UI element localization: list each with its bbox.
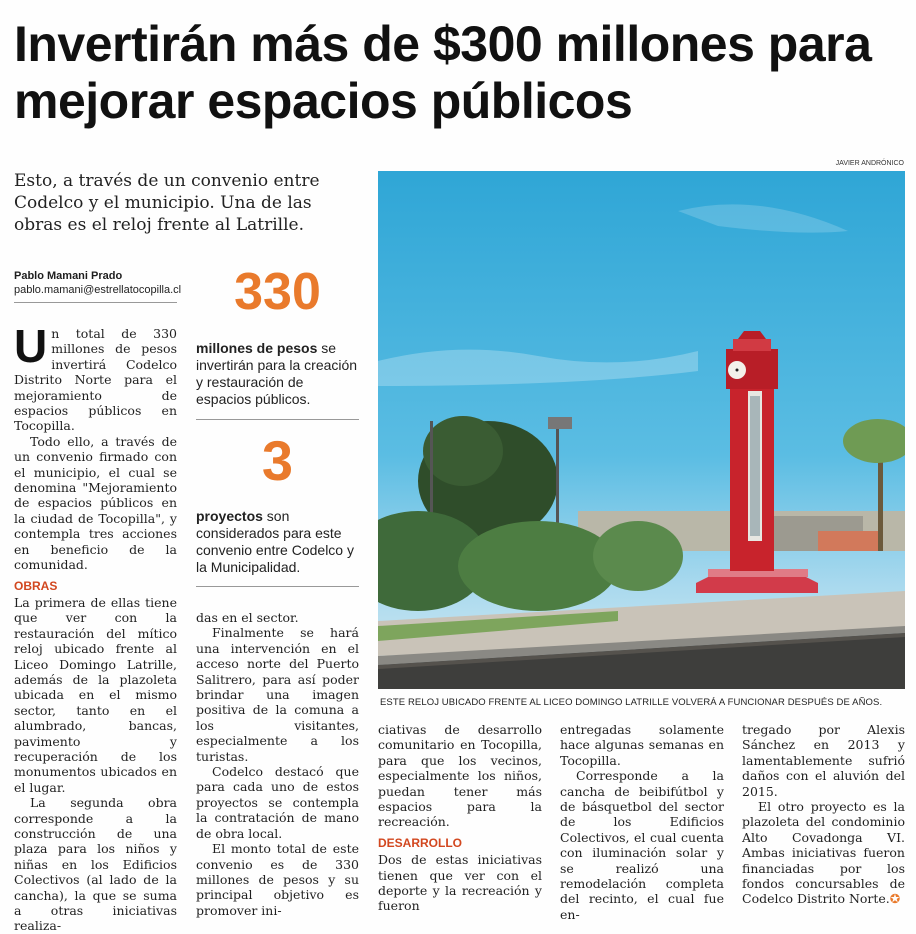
paragraph: das en el sector. [196, 610, 299, 625]
stat-divider [196, 419, 359, 420]
paragraph: Dos de estas iniciativas tienen que ver con el deporte y la recreación y fueron [378, 852, 542, 914]
article-column-1 [14, 320, 177, 934]
stat-text [196, 340, 359, 408]
paragraph: entregadas solamente hace algunas semanas en Tocopilla. [560, 722, 724, 768]
clock-tower-photo [378, 171, 905, 689]
byline-name: Pablo Mamani Prado [14, 270, 123, 282]
drop-cap: U [14, 320, 48, 372]
paragraph: La primera de ellas tiene que ver con la restauración del mítico reloj ubicado frente al Liceo Domingo Latrille, además de la plazoleta ubicada en el mismo sector, tanto en el alumbrado, bancas, pavimento y recuperación de los monumentos ubicados en el lugar. [14, 594, 177, 795]
stat-text [196, 508, 359, 576]
stat-divider [196, 586, 359, 587]
section-heading: OBRAS [14, 578, 58, 593]
paragraph: La segunda obra corresponde a la construcción de una plaza para los niños y niñas en los Edificios Colectivos (al lado de la cancha), la que se suma a otras iniciativas realiza- [14, 795, 177, 934]
stat-number: 3 [261, 429, 294, 492]
article-column-3 [378, 722, 542, 914]
article-column-2 [196, 610, 359, 918]
photo-caption: ESTE RELOJ UBICADO FRENTE AL LICEO DOMINGO LATRILLE VOLVERÁ A FUNCIONAR DESPUÉS DE AÑOS. [380, 697, 883, 708]
byline-email[interactable]: pablo.mamani@estrellatocopilla.cl [14, 284, 182, 296]
paragraph: ciativas de desarrollo comunitario en Tocopilla, para que los vecinos, especialmente los niños, puedan tener más espacios para la recreación. [378, 722, 542, 830]
paragraph: Finalmente se hará una intervención en el acceso norte del Puerto Salitrero, para así poder brindar una imagen positiva de la comuna a los visitantes, especialmente a los turistas. [196, 625, 359, 764]
paragraph: n total de 330 millones de pesos invertirá Codelco Distrito Norte para el mejoramiento de espacios públicos en Tocopilla. [14, 326, 177, 434]
stat-number: 330 [234, 263, 321, 321]
article-column-5 [742, 722, 905, 907]
paragraph: El monto total de este convenio es de 330 millones de pesos y su principal objetivo es promover ini- [196, 841, 359, 918]
byline-divider [14, 302, 177, 303]
star-icon: ✪ [889, 891, 901, 907]
stat-desc: se invertirán para la creación y restauración de espacios públicos. [196, 340, 358, 407]
headline: Invertirán más de $300 millones para mejorar espacios públicos [14, 16, 872, 129]
stat-desc: son considerados para este convenio entre Codelco y la Municipalidad. [196, 508, 354, 575]
paragraph: Todo ello, a través de un convenio firmado con el municipio, el cual se denomina "Mejoramiento de espacios públicos en la ciudad de Tocopilla", y contempla tres acciones en beneficio de la comunidad. [14, 433, 177, 573]
photo-credit: JAVIER ANDRÓNICO [835, 160, 904, 167]
paragraph: El otro proyecto es la plazoleta del condominio Alto Covadonga VI. Ambas iniciativas fueron financiadas por los fondos concursables de Codelco Distrito Norte.✪ [742, 799, 905, 907]
stat-bold: millones de pesos [196, 340, 318, 356]
stat-bold: proyectos [196, 508, 263, 524]
paragraph: Codelco destacó que para cada uno de estos proyectos se contempla la contratación de mano de obra local. [196, 764, 359, 841]
paragraph: Corresponde a la cancha de beibifútbol y de básquetbol del sector de los Edificios Colectivos, el cual cuenta con iluminación solar y se realizó una remodelación completa del recinto, el cual fue en- [560, 768, 724, 922]
section-heading: DESARROLLO [378, 835, 462, 850]
paragraph: tregado por Alexis Sánchez en 2013 y lamentablemente sufrió daños con el aluvión del 2015. [742, 722, 905, 799]
deck: Esto, a través de un convenio entre Codelco y el municipio. Una de las obras es el reloj frente al Latrille. [14, 171, 320, 235]
article-column-4 [560, 722, 724, 922]
